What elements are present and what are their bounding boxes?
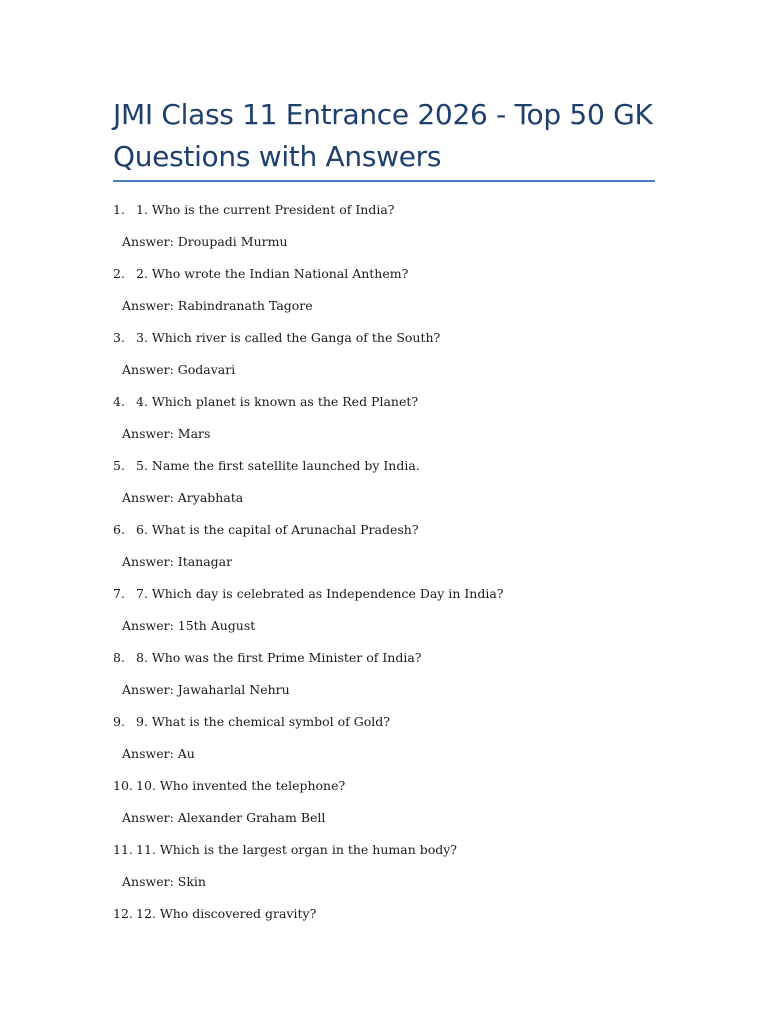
answer-row [122, 616, 255, 636]
answer-row [122, 680, 290, 700]
question-row [113, 264, 408, 284]
question-text: 2. Who wrote the Indian National Anthem? [136, 266, 409, 281]
question-item [113, 392, 673, 456]
question-item [113, 200, 673, 264]
answer-label: Answer: [122, 874, 174, 889]
answer-text: Jawaharlal Nehru [177, 682, 290, 697]
question-row [113, 712, 390, 732]
list-number: 5. [113, 458, 125, 473]
answer-label: Answer: [122, 746, 174, 761]
title-underline [113, 180, 655, 182]
list-number: 6. [113, 522, 125, 537]
question-text: 4. Which planet is known as the Red Planet? [136, 394, 419, 409]
list-number: 3. [113, 330, 125, 345]
question-item [113, 904, 673, 968]
answer-text: Skin [177, 874, 206, 889]
answer-row [122, 744, 195, 764]
question-row [113, 456, 420, 476]
answer-label: Answer: [122, 426, 174, 441]
list-number: 11. [113, 842, 133, 857]
question-text: 1. Who is the current President of India? [136, 202, 395, 217]
answer-row [122, 232, 288, 252]
answer-row [122, 552, 232, 572]
question-item [113, 264, 673, 328]
question-item [113, 584, 673, 648]
question-text: 6. What is the capital of Arunachal Pradesh? [136, 522, 419, 537]
question-item [113, 328, 673, 392]
question-text: 9. What is the chemical symbol of Gold? [136, 714, 390, 729]
answer-text: Droupadi Murmu [177, 234, 288, 249]
list-number: 10. [113, 778, 133, 793]
answer-row [122, 872, 206, 892]
question-item [113, 648, 673, 712]
list-number: 12. [113, 906, 133, 921]
question-item [113, 456, 673, 520]
question-text: 11. Which is the largest organ in the human body? [136, 842, 458, 857]
answer-row [122, 424, 210, 444]
answer-text: Alexander Graham Bell [177, 810, 326, 825]
answer-label: Answer: [122, 298, 174, 313]
question-item [113, 712, 673, 776]
question-item [113, 776, 673, 840]
question-row [113, 840, 457, 860]
question-list [113, 200, 673, 968]
question-text: 10. Who invented the telephone? [136, 778, 346, 793]
answer-row [122, 808, 325, 828]
answer-text: Aryabhata [177, 490, 244, 505]
answer-label: Answer: [122, 554, 174, 569]
question-row [113, 328, 440, 348]
answer-label: Answer: [122, 490, 174, 505]
answer-label: Answer: [122, 810, 174, 825]
question-row [113, 520, 419, 540]
question-text: 7. Which day is celebrated as Independence Day in India? [136, 586, 504, 601]
list-number: 8. [113, 650, 125, 665]
question-row [113, 392, 418, 412]
list-number: 1. [113, 202, 125, 217]
answer-label: Answer: [122, 618, 174, 633]
answer-text: Mars [177, 426, 211, 441]
question-row [113, 776, 345, 796]
list-number: 9. [113, 714, 125, 729]
answer-text: Rabindranath Tagore [177, 298, 313, 313]
list-number: 4. [113, 394, 125, 409]
answer-text: Itanagar [177, 554, 233, 569]
answer-text: 15th August [177, 618, 256, 633]
document-title: JMI Class 11 Entrance 2026 - Top 50 GK Questions with Answers [113, 98, 653, 173]
question-text: 5. Name the first satellite launched by India. [136, 458, 420, 473]
answer-label: Answer: [122, 234, 174, 249]
answer-text: Au [177, 746, 195, 761]
question-text: 8. Who was the first Prime Minister of India? [136, 650, 422, 665]
list-number: 7. [113, 586, 125, 601]
question-item [113, 520, 673, 584]
list-number: 2. [113, 266, 125, 281]
question-text: 3. Which river is called the Ganga of the South? [136, 330, 441, 345]
question-row [113, 584, 504, 604]
answer-text: Godavari [177, 362, 236, 377]
question-row [113, 648, 422, 668]
answer-row [122, 296, 313, 316]
question-text: 12. Who discovered gravity? [136, 906, 317, 921]
answer-label: Answer: [122, 362, 174, 377]
answer-row [122, 488, 243, 508]
answer-row [122, 360, 235, 380]
question-item [113, 840, 673, 904]
question-row [113, 904, 316, 924]
answer-label: Answer: [122, 682, 174, 697]
question-row [113, 200, 394, 220]
